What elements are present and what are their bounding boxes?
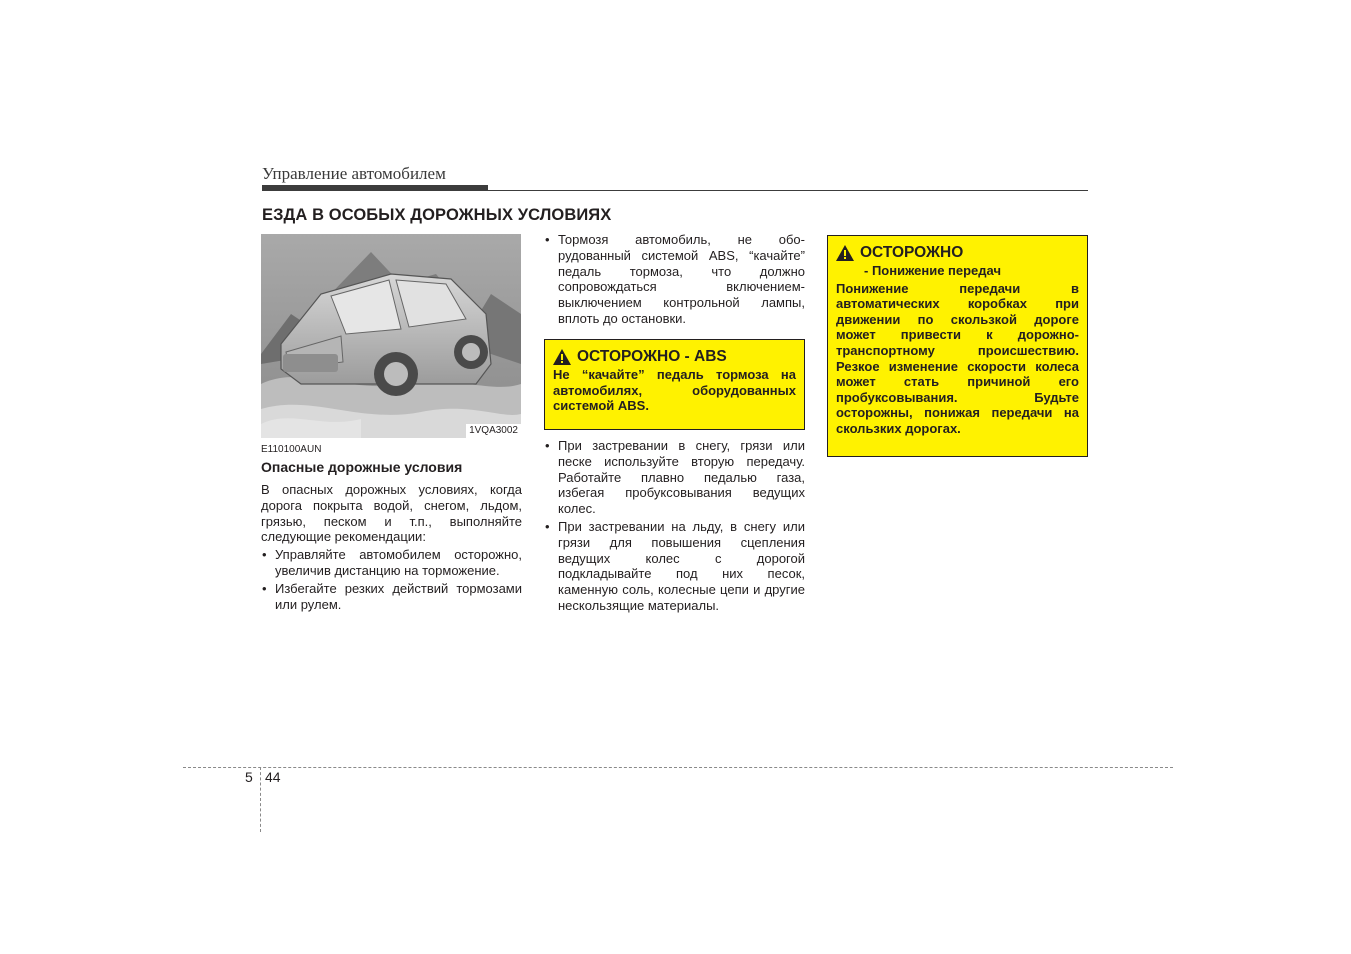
footer-rule [183, 767, 1173, 768]
downshift-warning-box [827, 235, 1088, 457]
warning-text: Не “качайте” педаль тормоза на автомобилях, оборудованных системой ABS. [553, 367, 796, 414]
left-column [261, 482, 522, 614]
warning-text: Понижение передачи в автоматических коробках при движении по скользкой дороге может привести к дорожно-транспортному происшествию. Резкое изменение скорости колеса может стать причиной его пробуксовывания. Будьте осторожны, понижая передачи на скользких дорогах. [836, 280, 1079, 436]
chapter-number: 5 [245, 769, 253, 785]
intro-paragraph: В опасных дорожных условиях, когда дорога покрыта водой, снегом, льдом, грязью, песком и т.п., выполняйте следующие рекомендации: [261, 482, 522, 545]
suv-in-rough-terrain-image [261, 234, 521, 438]
subheading: Опасные дорожные условия [261, 459, 463, 475]
section-code: E110100AUN [261, 444, 322, 455]
warning-triangle-icon [836, 245, 854, 261]
warning-triangle-icon [553, 349, 571, 365]
page-number: 44 [265, 769, 281, 785]
middle-column-bottom [544, 438, 805, 616]
warning-title: ОСТОРОЖНО [860, 244, 964, 262]
list-item: • Тормозя автомобиль, не обо-рудованный системой ABS, “качайте” педаль тормоза, что должно сопровождаться включением-выключением контрольной лампы, вплоть до остановки. [544, 232, 805, 327]
warning-heading [836, 245, 1079, 261]
list-item: • Избегайте резких действий тормозами или рулем. [261, 581, 522, 613]
suv-illustration [261, 234, 521, 438]
list-item: • При застревании на льду, в снегу или грязи для повышения сцепления ведущих колес с дорогой подкладывайте под них песок, каменную соль, колесные цепи и другие нескользящие материалы. [544, 519, 805, 614]
chapter-header-title: Управление автомобилем [262, 164, 446, 183]
warning-subtitle: - Понижение передач [864, 263, 1001, 278]
warning-heading [553, 349, 796, 365]
section-title: ЕЗДА В ОСОБЫХ ДОРОЖНЫХ УСЛОВИЯХ [262, 206, 612, 224]
figure-code: 1VQA3002 [466, 424, 521, 438]
list-item: • Управляйте автомобилем осторожно, увеличив дистанцию на торможение. [261, 547, 522, 579]
footer-divider [260, 767, 261, 832]
abs-warning-box [544, 339, 805, 430]
header-divider [262, 190, 1088, 191]
list-item: • При застревании в снегу, грязи или песке используйте вторую передачу. Работайте плавно педалью газа, избегая пробуксовывания ведущих колес. [544, 438, 805, 517]
warning-title: ОСТОРОЖНО - ABS [577, 348, 727, 366]
middle-column-top [544, 232, 805, 329]
